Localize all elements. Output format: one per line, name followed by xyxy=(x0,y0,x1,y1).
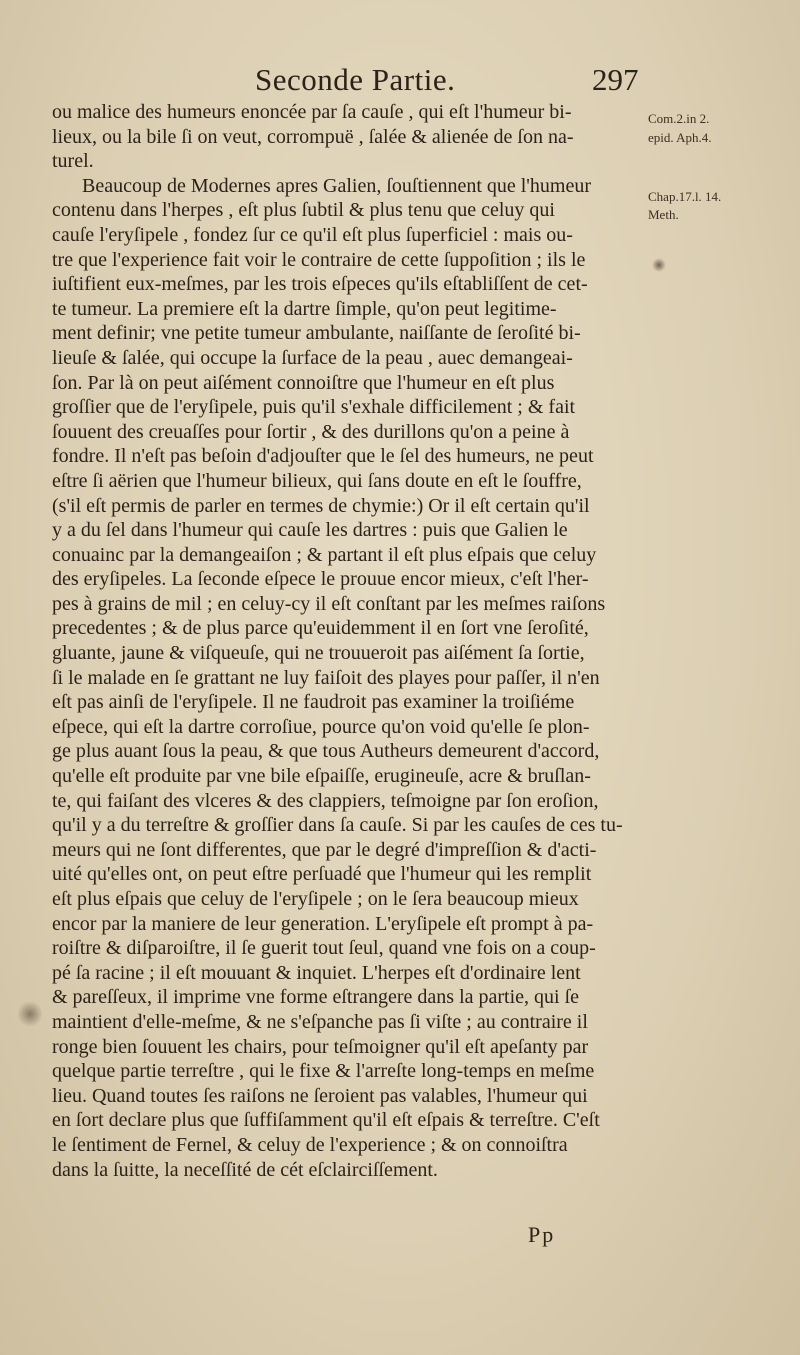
page-header xyxy=(0,62,800,102)
margin-note: Com.2.in 2. xyxy=(648,111,710,126)
text-line: ou malice des humeurs enoncée par ſa cauſe , qui eſt l'humeur bi- xyxy=(52,101,572,123)
text-line: ronge bien ſouuent les chairs, pour teſmoigner qu'il eſt apeſanty par xyxy=(52,1035,589,1058)
text-line: groſſier que de l'eryſipele, puis qu'il s'exhale difficilement ; & fait xyxy=(52,396,576,419)
text-line: cauſe l'eryſipele , fondez ſur ce qu'il eſt plus ſuperficiel : mais ou- xyxy=(52,223,573,246)
text-line: pé ſa racine ; il eſt mouuant & inquiet. L'herpes eſt d'ordinaire lent xyxy=(52,961,581,984)
text-line: ſouuent des creuaſſes pour ſortir , & des durillons qu'on a peine à xyxy=(52,420,570,443)
running-title: Seconde Partie. xyxy=(255,62,456,97)
text-line: & pareſſeux, il imprime vne forme eſtrangere dans la partie, qui ſe xyxy=(52,986,580,1009)
text-line: eſt plus eſpais que celuy de l'eryſipele ; on le ſera beaucoup mieux xyxy=(52,888,579,910)
text-line: encor par la maniere de leur generation. L'eryſipele eſt prompt à pa- xyxy=(52,912,594,935)
text-line: te tumeur. La premiere eſt la dartre ſimple, qu'on peut legitime- xyxy=(52,297,557,320)
text-line: eſt pas ainſi de l'eryſipele. Il ne faudroit pas examiner la troiſiéme xyxy=(52,691,575,714)
text-line: Beaucoup de Modernes apres Galien, ſouſtiennent que l'humeur xyxy=(82,174,592,197)
ink-stain xyxy=(18,1000,42,1028)
text-line: tre que l'experience fait voir le contraire de cette ſuppoſition ; ils le xyxy=(52,248,586,271)
text-line: qu'il y a du terreſtre & groſſier dans ſa cauſe. Si par les cauſes de ces tu- xyxy=(52,814,623,837)
text-line: ſi le malade en ſe grattant ne luy faiſoit des playes pour paſſer, il n'en xyxy=(52,666,600,689)
text-line: ment definir; vne petite tumeur ambulante, naiſſante de ſeroſité bi- xyxy=(52,322,581,345)
text-line: turel. xyxy=(52,150,94,173)
text-line: qu'elle eſt produite par vne bile eſpaiſſe, erugineuſe, acre & bruſlan- xyxy=(52,765,591,788)
text-line: fondre. Il n'eſt pas beſoin d'adjouſter que le ſel des humeurs, ne peut xyxy=(52,445,594,468)
text-line: lieuſe & ſalée, qui occupe la ſurface de la peau , auec demangeai- xyxy=(52,346,573,369)
text-line: gluante, jaune & viſqueuſe, qui ne trouueroit pas aiſément ſa ſortie, xyxy=(52,642,585,665)
ink-stain xyxy=(652,258,666,272)
text-line: te, qui faiſant des vlceres & des clappiers, teſmoigne par ſon eroſion, xyxy=(52,789,599,812)
text-line: meurs qui ne ſont differentes, que par le degré d'impreſſion & d'acti- xyxy=(52,838,597,861)
text-line: (s'il eſt permis de parler en termes de chymie:) Or il eſt certain qu'il xyxy=(52,494,590,517)
text-line: precedentes ; & de plus parce qu'euidemment il en ſort vne ſeroſité, xyxy=(52,617,589,640)
text-line: ſon. Par là on peut aiſément connoiſtre que l'humeur en eſt plus xyxy=(52,371,555,394)
margin-note: Meth. xyxy=(648,207,679,222)
text-line: roiſtre & diſparoiſtre, il ſe guerit tout ſeul, quand vne fois on a coup- xyxy=(52,937,596,960)
body-text xyxy=(52,100,648,1182)
text-line: des eryſipeles. La ſeconde eſpece le prouue encor mieux, c'eſt l'her- xyxy=(52,568,589,591)
text-line: y a du ſel dans l'humeur qui cauſe les dartres : puis que Galien le xyxy=(52,519,568,542)
margin-note: Chap.17.l. 14. xyxy=(648,189,722,204)
text-line: iuſtifient eux-meſmes, par les trois eſpeces qu'ils eſtabliſſent de cet- xyxy=(52,273,588,296)
signature-mark: Pp xyxy=(528,1222,556,1247)
text-line: eſpece, qui eſt la dartre corroſiue, pource qu'on void qu'elle ſe plon- xyxy=(52,715,590,738)
text-line: le ſentiment de Fernel, & celuy de l'experience ; & on connoiſtra xyxy=(52,1133,568,1156)
text-line: maintient d'elle-meſme, & ne s'eſpanche pas ſi viſte ; au contraire il xyxy=(52,1010,588,1033)
text-line: lieux, ou la bile ſi on veut, corrompuë , ſalée & alienée de ſon na- xyxy=(52,125,574,148)
text-line: conuainc par la demangeaiſon ; & partant il eſt plus eſpais que celuy xyxy=(52,543,597,566)
text-line: uité qu'elles ont, on peut eſtre perſuadé que l'humeur qui les remplit xyxy=(52,863,592,886)
text-line: quelque partie terreſtre , qui le fixe & l'arreſte long-temps en meſme xyxy=(52,1060,595,1083)
text-line: eſtre ſi aërien que l'humeur bilieux, qui ſans doute en eſt le ſouffre, xyxy=(52,469,582,492)
text-line: contenu dans l'herpes , eſt plus ſubtil & plus tenu que celuy qui xyxy=(52,199,555,222)
page-number: 297 xyxy=(592,62,639,97)
margin-note: epid. Aph.4. xyxy=(648,130,712,145)
text-line: lieu. Quand toutes ſes raiſons ne ſeroient pas valables, l'humeur qui xyxy=(52,1084,588,1107)
text-line: en ſort declare plus que ſuffiſamment qu'il eſt eſpais & terreſtre. C'eſt xyxy=(52,1109,600,1132)
text-line: pes à grains de mil ; en celuy-cy il eſt conſtant par les meſmes raiſons xyxy=(52,592,606,615)
text-line: ge plus auant ſous la peau, & que tous Autheurs demeurent d'accord, xyxy=(52,740,600,763)
text-line: dans la ſuitte, la neceſſité de cét eſclairciſſement. xyxy=(52,1158,438,1181)
